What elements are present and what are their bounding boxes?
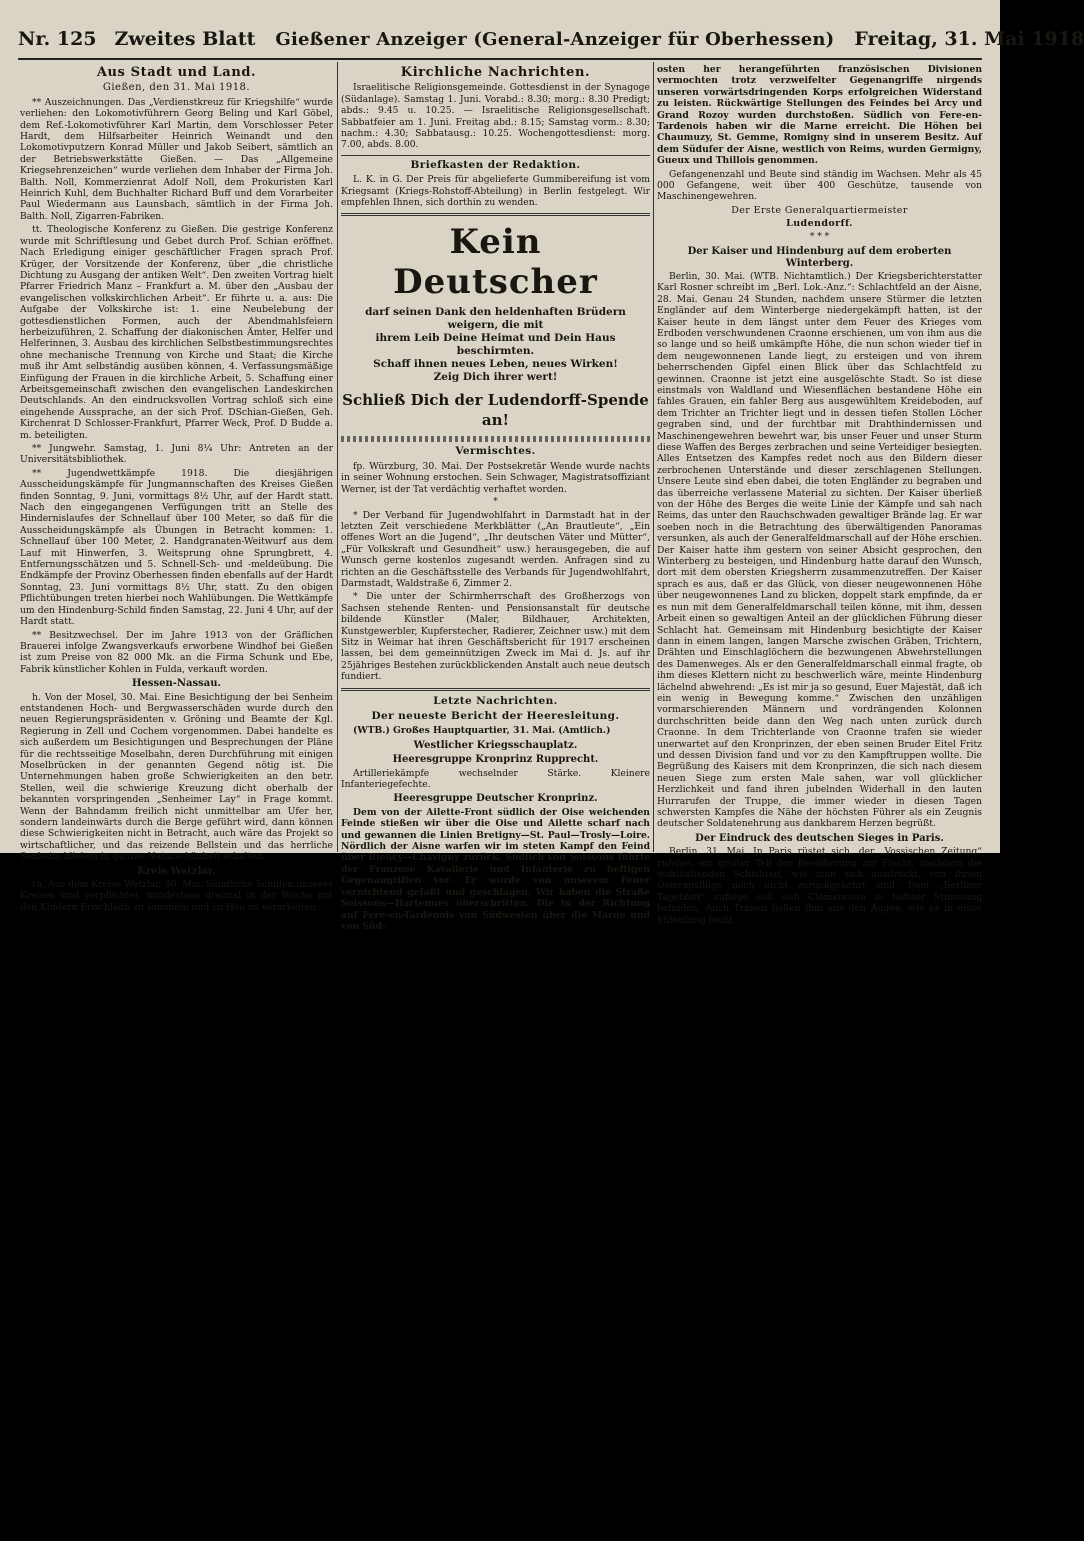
masthead [18,22,1084,56]
wtb-line: (WTB.) Großes Hauptquartier, 31. Mai. (Amtlich.) [353,725,611,737]
section-heading-letters: Briefkasten der Redaktion. [410,158,581,171]
section-heading-local: Aus Stadt und Land. [96,65,257,80]
report-continuation: osten her herangeführten französischen Divisionen vermochten trotz verzweifelter Gegenangriffe nirgends unseren vorwärtsdringenden Korps erfolgreichen Widerstand zu leisten. Rückwärtige Stellungen des Feindes bei Arcy und Grand Rozoy wurden durchstoßen. Südlich von Fere-en-Tardenois haben wir die Marne erreicht. Die Höhen bei Chaumuzy, St. Gemme, Romigny sind in unserem Besitz. Auf dem Südufer der Aisne, westlich von Reims, wurden Germigny, Gueux und Thillois genommen. [657,64,982,167]
appeal-line: Zeig Dich ihrer wert! [433,371,558,384]
article-property-change: ** Besitzwechsel. Der im Jahre 1913 von der Gräflichen Brauerei infolge Zwangsverkaufs erworbene Windhof bei Gießen ist zum Preise von 82 000 Mk. an die Firma Schunk und Ebe, Fabrik künstlicher Kohlen in Fulda, verkauft worden. [20,629,333,675]
subheading-hessen-nassau: Hessen-Nassau. [132,678,221,690]
header-rule [18,58,982,60]
separator-stars: * * * [809,231,830,242]
article-mosel: h. Von der Mosel, 30. Mai. Eine Besichtigung der bei Senheim entstandenen Hoch- und Bergwasserschäden wurde durch den neuen Regierungspräsidenten v. Gröning und Beamte der Kgl. Regierung in Zell und Cochem vorgenommen. Dabei handelte es sich außerdem um Besichtigungen und Besprechungen der Pläne für die rechtsseitige Moselbahn, deren Durchführung mit einigen Moselbrücken in der genannten Gegend nötig ist. Die Unternehmungen haben große Schwierigkeiten an den betr. Stellen, weil die schwierige Kreuzung dicht oberhalb der bekannten vorspringenden „Senheimer Lay“ in Frage kommt. Wenn der Bahndamm freilich nicht unmittelbar am Ufer her, sondern landeinwärts durch die Berge geführt wird, dann können diese Schwierigkeiten nicht in Betracht, auch wäre das Projekt so wirtschaftlicher, und das reizende Bellstein und das herrliche Senheim blieben in ganzer Naturschönheit erhalten. [20,691,333,863]
divider [341,213,650,216]
appeal-line: Schaff ihnen neues Leben, neues Wirken! [373,358,618,371]
dateline: Gießen, den 31. Mai 1918. [102,82,251,94]
divider [341,155,650,156]
subheading-rupprecht: Heeresgruppe Kronprinz Rupprecht. [392,754,599,766]
report-kronprinz: Dem von der Ailette-Front südlich der Oise weichenden Feinde stießen wir über die Oise und Ailette scharf nach und gewannen die Linien Bretigny—St. Paul—Trosly—Loire. Nördlich der Aisne warfen wir im steten Kampf den Feind über Bieucy—Chavigny zurück. Südlich von Soissons führte der Franzose Kavallerie und Infanterie zu heftigen Gegenangriffen vor. Er wurde von unserem Feuer vernichtend gefaßt und geschlagen. Wir haben die Straße Soissons—Hartennes überschritten. Die in der Richtung auf Fere-en-Tardenois von Südwesten über die Marne und von Süd- [341,806,650,932]
issue-number: Nr. 125 [18,28,97,50]
column-war-news [657,64,982,926]
ludendorff-appeal [341,222,650,430]
divider [341,688,650,691]
report-prisoners: Gefangenenzahl und Beute sind ständig im Wachsen. Mehr als 45 000 Gefangene, weit über 400 Geschütze, tausende von Maschinengewehren. [657,168,982,203]
article-jungwehr: ** Jungwehr. Samstag, 1. Juni 8¼ Uhr: Antreten an der Universitätsbibliothek. [20,443,333,466]
article-kaiser-hindenburg: Berlin, 30. Mai. (WTB. Nichtamtlich.) Der Kriegsberichterstatter Karl Rosner schreibt im „Berl. Lok.-Anz.“: Schlachtfeld an der Aisne, 28. Mai. Genau 24 Stunden, nachdem unsere Stürmer die letzten Engländer auf dem Winterberge niedergekämpft hatten, ist der Kaiser heute in dem längst unter dem Feuer des Krieges vom Erdboden verschwundenen Craonne erschienen, um von ihm aus die so lange und so heiß umkämpfte Höhe, die nun schon wieder tief in dem neugewonnenen Lande liegt, zu ersteigen und von ihrem beherrschenden Gipfel einen Blick über das Schlachtfeld zu gewinnen. Craonne ist jetzt eine ausgelöschte Stadt. So ist diese einstmals von Waldland und Wiesenflächen bestandene Höhe ein fahles Grauen, ein fahler Berg aus ausgewühltem Kreideboden, auf dem Trichter an Trichter liegt und in dessen tiefen Stollen Löcher gegraben sind, und der furchtbar mit Drahthindernissen und Maschinengewehren bewehrt war, bis unser Feuer und unser Sturm diese Waffen des Berges zerbrachen und seine Verteidiger besiegten. Alles Entsetzen des Kampfes redet noch aus den Bildern dieser zerbrochenen Unterstände und dieser zerschlagenen Stellungen. Unsere Leute sind eben dabei, die toten Engländer zu begraben und das überreiche verlassene Material zu sichten. Der Kaiser überließ von der Höhe des Berges die weite Linie der Kämpfe und sah nach Reims, das unter den Rauchschwaden gewaltiger Brände lag. Er war soeben noch in die Betrachtung des überwältigenden Panoramas versunken, als auch der Generalfeldmarschall auf der Höhe erschien. Der Kaiser hatte ihm gestern von seiner Absicht gesprochen, den Winterberg zu besteigen, und Hindenburg hatte darauf den Wunsch, dort mit dem obersten Kriegsherrn zusammenzutreffen. Der Kaiser sprach es aus, daß er das Glück, von dieser neugewonnenen Höhe über neugewonnenes Land zu blicken, doppelt stark empfinde, da er es nun mit dem Generalfeldmarschall teilen könne, mit ihm, dessen Arbeit einen so gewaltigen Anteil an der glücklichen Führung dieser Schlacht hat. Gemeinsam mit Hindenburg besichtigte der Kaiser dann in einem langen, langen Marsche zwischen Gräben, Trichtern, Drähten und Einschlaglöchern die bezwungenen Abwehrstellungen des Damenweges. Als er den Generalfeldmarschall einmal fragte, ob ihm dieses Klettern nicht zu beschwerlich wäre, meinte Hindenburg lächelnd abwehrend: „Es ist mir ja so gesund, Euer Majestät, daß ich ein wenig in Bewegung komme.“ Zwischen den unzähligen vormarschierenden Männern und vordrängenden Kolonnen durchschritten beide dann den Weg nach unten zurück durch Craonne. In dem Trichterlande von Craonne trafen sie wieder unerwartet auf den Kronprinzen, der eben seinen Bruder Eitel Fritz und dessen Division fand und vor zu den Kampftruppen wollte. Die Begrüßung des Kaisers mit dem Kronprinzen, die sich nach diesem neuen Siege zum ersten Male sahen, war voll glücklicher Herzlichkeit und fand ihren jubelnden Widerhall in den lauten Hurrarufen der Truppe, die immer wieder in diesen Tagen schwersten Kampfes die Nähe der höchsten Führer als ein Zeugnis deutscher Soldatenehrung aus dankbarem Herzen begrüßt. [657,270,982,830]
article-artists-pension: * Die unter der Schirmherrschaft des Großherzogs von Sachsen stehende Renten- und Pensionsanstalt für deutsche bildende Künstler (Maler, Bildhauer, Architekten, Kunstgewerbler, Kupferstecher, Radierer, Zeichner usw.) mit dem Sitz in Weimar hat ihren Geschäftsbericht für 1917 erscheinen lassen, bei dem gemeinnützigen Zweck im Mai d. Js. auf ihr 25jähriges Bestehen zurückblickenden Anstalt auch neue deutsch fundiert. [341,591,650,683]
appeal-title: Kein Deutscher [393,222,598,303]
article-church-services: Israelitische Religionsgemeinde. Gottesdienst in der Synagoge (Südanlage). Samstag 1. Juni. Vorabd.: 8.30; morg.: 8.30 Predigt; abds.: 9.45 u. 10.25. — Israelitische Religionsgesellschaft. Sabbatfeier am 1. Juni. Freitag abd.: 8.15; Samstag vorm.: 8.30; nachm.: 4.30; Sabbatausg.: 10.25. Wochengottesdienst: morg. 7.00, abds. 8.00. [341,82,650,151]
separator-star: * [493,497,498,508]
article-letters: L. K. in G. Der Preis für abgelieferte Gummibereifung ist vom Kriegsamt (Kriegs-Rohstoff-Abteilung) in Berlin festgelegt. Wir empfehlen Ihnen, sich dorthin zu wenden. [341,174,650,209]
report-rupprecht: Artilleriekämpfe wechselnder Stärke. Kleinere Infanteriegefechte. [341,767,650,791]
section-label: Zweites Blatt [114,28,256,50]
article-youth-welfare: * Der Verband für Jugendwohlfahrt in Darmstadt hat in der letzten Zeit verschiedene Merkblätter („An Brautleute“, „Ein offenes Wort an die Jugend“, „Ihr deutschen Väter und Mütter“, „Für Volkskraft und Gesundheit“ usw.) herausgegeben, die auf Wunsch gerne kostenlos zugesandt werden. Anfragen sind zu richten an die Geschäftsstelle des Verbands für Jugendwohlfahrt, Darmstadt, Waldstraße 6, Zimmer 2. [341,509,650,589]
article-paris: Berlin, 31. Mai. In Paris rüstet sich, der „Vossischen Zeitung“ zufolge, ein großer Teil der Bevölkerung zur Flucht, nachdem die wohlhabenden Schichten, wie man sich ausdrückt, von ihrem Osterausfluge noch nicht zurückgekehrt sind. Dem „Berliner Tageblatt“ zufolge soll sich Clemenceau in tiefster Stimmung befinden. Auch Tränen ließen ihm aus den Augen, wie es in einer Mitteilung heißt. [657,846,982,926]
article-wetzlar: ra. Aus dem Kreise Wetzlar, 30. Mai. Sämtliche Schulen unseres Kreises sind verpflichtet, mindestens dreimal in der Woche mit den Kindern Frischlaub zu sammeln und zu Heu zu verarbeiten. [20,879,333,913]
headline-kaiser-hindenburg: Der Kaiser und Hindenburg auf dem eroberten Winterberg. [687,246,952,269]
appeal-line: ihrem Leib Deine Heimat und Dein Haus beschirmten. [375,332,616,358]
headline-army-report: Der neueste Bericht der Heeresleitung. [371,710,620,722]
column-local-news [20,64,333,913]
article-youth-competitions: ** Jugendwettkämpfe 1918. Die diesjährigen Ausscheidungskämpfe für Jungmannschaften des Kreises Gießen finden Sonntag, 9. Juni, vormittags 8½ Uhr, auf der Hardt statt. Nach den eingegangenen Verfügungen tritt an Stelle des Hindernislaufes der Schnellauf über 100 Meter, so daß für die Ausscheidungskämpfe als Übungen in Betracht kommen: 1. Schnellauf über 100 Meter, 2. Handgranaten-Weitwurf aus dem Lauf mit Hinwerfen, 3. Weitsprung ohne Sprungbrett, 4. Entfernungsschätzen und 5. Schnell-Sch- und -meldeübung. Die Endkämpfe der Provinz Oberhessen finden ebenfalls auf der Hardt Sonntag, 23. Juni vormittags 8½ Uhr, statt. Zu den obigen Pflichtübungen treten hierbei noch Wahlübungen. Die Wettkämpfe um den Hindenburg-Schild finden Samstag, 22. Juni 4 Uhr, auf der Hardt statt. [20,467,333,628]
subheading-kronprinz: Heeresgruppe Deutscher Kronprinz. [393,793,598,805]
ornamental-rule [341,436,650,442]
article-wuerzburg: fp. Würzburg, 30. Mai. Der Postsekretär Wende wurde nachts in seiner Wohnung erstochen. Sein Schwager, Magistratsoffiziant Werner, ist der Tat verdächtig verhaftet worden. [341,460,650,495]
subheading-western-front: Westlicher Kriegsschauplatz. [413,739,578,751]
appeal-slogan: Schließ Dich der Ludendorff-Spende an! [342,391,649,430]
headline-paris: Der Eindruck des deutschen Sieges in Paris. [695,832,944,844]
article-awards: ** Auszeichnungen. Das „Verdienstkreuz für Kriegshilfe“ wurde verliehen: den Lokomotivführern Georg Beling und Karl Göbel, dem Ref.-Lokomotivführer Karl Martin, dem Vorschlosser Peter Hardt, dem Hilfsarbeiter Heinrich Weinandt und den Lokomotivputzern Konrad Müller und Jakob Seibert, sämtlich an der Betriebswerkstätte Gießen. — Das „Allgemeine Kriegsehrenzeichen“ wurde verliehen dem Inhaber der Firma Joh. Balth. Noll, Kommerzienrat Adolf Noll, dem Prokuristen Karl Heinrich Kuhl, dem Buchhalter Richard Buff und dem Vorarbeiter Paul Wiedermann aus Launsbach, sämtlich in der Firma Joh. Balth. Noll, Zigarren-Fabriken. [20,96,333,222]
column-divider [653,62,654,852]
section-heading-latest: Letzte Nachrichten. [433,694,558,707]
appeal-line: darf seinen Dank den heldenhaften Brüdern weigern, die mit [365,306,626,332]
column-divider [337,62,338,852]
section-heading-misc: Vermischtes. [455,445,536,458]
column-church-and-misc [341,64,650,932]
article-theology-conference: tt. Theologische Konferenz zu Gießen. Die gestrige Konferenz wurde mit Schriftlesung und Gebet durch Prof. Schian eröffnet. Nach Erledigung einiger geschäftlicher Fragen sprach Prof. Krüger, der Vorsitzende der Konferenz, über „die christliche Dichtung zu Ausgang der antiken Welt“. Den zweiten Vortrag hielt Pfarrer Friedrich Manz – Frankfurt a. M. über den „Ausbau der evangelischen volkskirchlichen Arbeit“. Er führte u. a. aus: Die Aufgabe der Volkskirche ist: 1. eine Neubelebung der gottesdienstlichen Formen, auch der Abendmahlsfeiern herbeizuführen, 2. Schaffung der diakonischen Ämter, Helfer und Helferinnen, 3. Ausbau des kirchlichen Selbstbestimmungsrechtes ohne mechanische Trennung von Kirche und Staat; die Kirche muß ihr Amt selbständig ausüben können, 4. Verfassungsmäßige Einfügung der Frauen in die kirchliche Arbeit, 5. Schaffung einer Arbeitsgemeinschaft zwischen den evangelischen Landeskirchen Deutschlands. An den eindrucksvollen Vortrag schloß sich eine eingehende Aussprache, an der sich Prof. DSchian-Gießen, Geh. Kirchenrat D Schlosser-Frankfurt, Pfarrer Weck, Prof. D Budde a. m. beteiligten. [20,224,333,441]
subheading-kreis-wetzlar: Kreis Wetzlar. [137,865,216,877]
section-heading-church: Kirchliche Nachrichten. [400,65,591,80]
issue-date: Freitag, 31. Mai 1918 [854,28,1084,50]
signature-title: Der Erste Generalquartiermeister [731,204,908,216]
signature-name: Ludendorff. [786,218,853,230]
newspaper-title: Gießener Anzeiger (General-Anzeiger für Oberhessen) [275,28,835,50]
